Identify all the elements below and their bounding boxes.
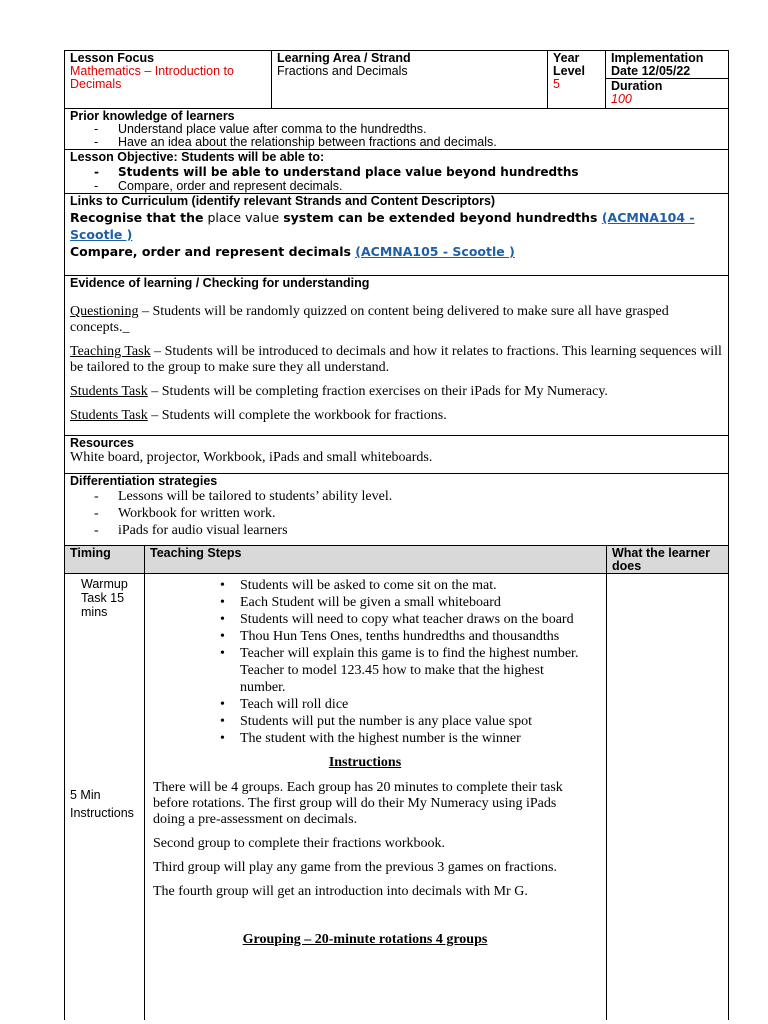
list-item: - Compare, order and represent decimals. (94, 180, 723, 193)
learner-column (607, 574, 728, 1020)
objective-list (70, 164, 723, 193)
learning-area-label: Learning Area / Strand (277, 51, 411, 65)
lesson-focus-value: Mathematics – Introduction to Decimals (70, 64, 234, 91)
instructions-title: Instructions (328, 755, 402, 770)
lesson-focus-label: Lesson Focus (70, 51, 155, 65)
col-timing: Timing (65, 546, 145, 573)
instructions-paragraph: There will be 4 groups. Each group has 20 minutes to complete their task before rotations. The first group will do their My Numeracy using iPads doing a pre-assessment on decimals. (153, 780, 563, 827)
list-item: • Students will need to copy what teacher draws on the board (220, 611, 582, 628)
duration-value: 100 (611, 92, 632, 106)
instructions-paragraph: The fourth group will get an introduction into decimals with Mr G. (153, 884, 528, 899)
list-item: - iPads for audio visual learners (94, 522, 723, 539)
evidence-item: Students Task – Students will be completing fraction exercises on their iPads for My Numeracy. (70, 384, 608, 399)
objective-title: Lesson Objective: Students will be able to: (70, 150, 325, 164)
list-item: - Students will be able to understand place value beyond hundredths (94, 164, 723, 180)
prior-knowledge-title: Prior knowledge of learners (70, 109, 235, 123)
year-level-label: Year Level (553, 51, 585, 78)
differentiation-title: Differentiation strategies (70, 474, 218, 488)
evidence-item: Teaching Task – Students will be introduced to decimals and how it relates to fractions. This learning sequences will be tailored to the group to make sure they all understand. (70, 344, 722, 375)
steps-table-body (64, 574, 729, 1020)
teaching-steps-column (145, 574, 607, 1020)
list-item: • Thou Hun Tens Ones, tenths hundredths and thousandths (220, 628, 582, 645)
warmup-list (148, 577, 582, 747)
list-item: • Teacher will explain this game is to find the highest number. Teacher to model 123.45 how to make that the highest number. (220, 645, 582, 696)
learning-area-cell (272, 51, 548, 108)
list-item: • Each Student will be given a small whiteboard (220, 594, 582, 611)
instructions-timing: 5 Min Instructions (70, 788, 134, 820)
list-item: - Understand place value after comma to the hundredths. (94, 123, 723, 136)
learning-area-value: Fractions and Decimals (277, 64, 408, 78)
lesson-focus-cell (65, 51, 272, 108)
curriculum-section (64, 194, 729, 276)
list-item: • The student with the highest number is the winner (220, 730, 582, 747)
differentiation-list (70, 488, 723, 539)
instructions-paragraph: Third group will play any game from the previous 3 games on fractions. (153, 860, 557, 875)
lesson-plan (64, 50, 729, 1020)
prior-knowledge-list (70, 123, 723, 149)
col-teaching-steps: Teaching Steps (145, 546, 607, 573)
implementation-cell (606, 51, 728, 108)
curriculum-line-2: Compare, order and represent decimals (ACMNA105 - Scootle ) (70, 244, 515, 259)
warmup-timing: Warmup Task 15 mins (81, 577, 128, 619)
acmna105-link[interactable]: (ACMNA105 - Scootle ) (355, 244, 515, 259)
evidence-section (64, 276, 729, 436)
resources-title: Resources (70, 436, 134, 450)
evidence-title: Evidence of learning / Checking for understanding (70, 276, 370, 290)
evidence-item: Students Task – Students will complete the workbook for fractions. (70, 408, 447, 423)
steps-table-header (64, 546, 729, 574)
acmna104-link[interactable]: (ACMNA104 - Scootle ) (70, 210, 695, 242)
header-row (64, 50, 729, 109)
instructions-paragraph: Second group to complete their fractions workbook. (153, 836, 445, 851)
year-level-cell (548, 51, 606, 108)
curriculum-title: Links to Curriculum (identify relevant Strands and Content Descriptors) (70, 194, 496, 208)
list-item: • Students will be asked to come sit on the mat. (220, 577, 582, 594)
differentiation-section (64, 474, 729, 546)
duration-label: Duration (611, 79, 663, 93)
grouping-title: Grouping – 20-minute rotations 4 groups (242, 932, 488, 947)
list-item: - Lessons will be tailored to students’ ability level. (94, 488, 723, 505)
list-item: • Teach will roll dice (220, 696, 582, 713)
evidence-item: Questioning – Students will be randomly quizzed on content being delivered to make sure all have grasped concepts._ (70, 304, 669, 335)
resources-section (64, 436, 729, 474)
list-item: • Students will put the number is any place value spot (220, 713, 582, 730)
resources-text: White board, projector, Workbook, iPads and small whiteboards. (70, 450, 433, 465)
col-learner: What the learner does (612, 546, 710, 573)
objective-section (64, 150, 729, 194)
timing-column (65, 574, 145, 1020)
prior-knowledge-section (64, 109, 729, 150)
implementation-label: Implementation Date 12/05/22 (606, 51, 728, 79)
list-item: - Workbook for written work. (94, 505, 723, 522)
list-item: - Have an idea about the relationship between fractions and decimals. (94, 136, 723, 149)
curriculum-line-1: Recognise that the place value system can be extended beyond hundredths (ACMNA104 - Scootle ) (70, 210, 695, 242)
year-level-value: 5 (553, 77, 560, 91)
